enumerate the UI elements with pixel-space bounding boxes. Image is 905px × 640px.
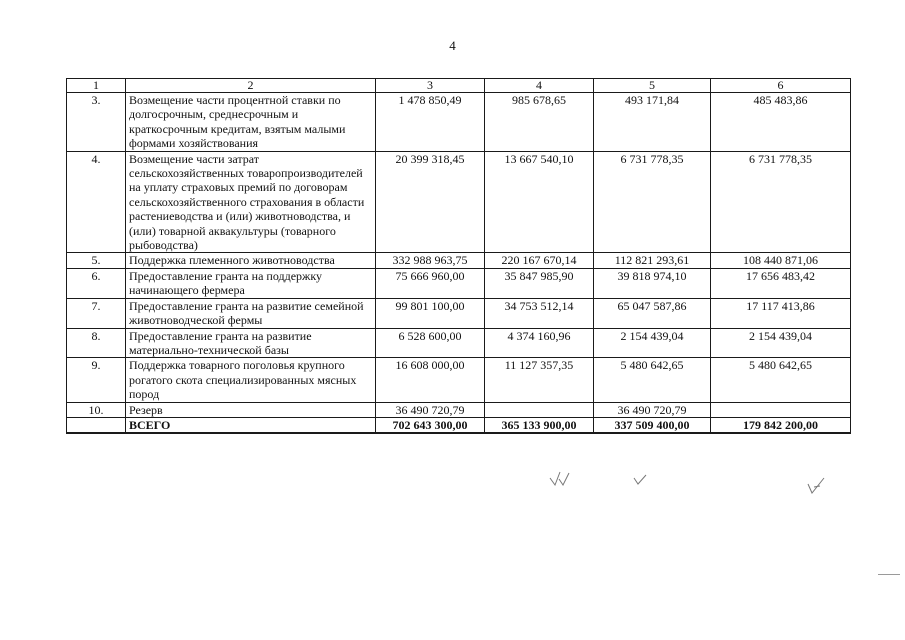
row-name: Возмещение части процентной ставки по долгосрочным, среднесрочным и краткосрочным кредитам, взятым малыми формами хозяйствования bbox=[126, 93, 376, 152]
value-col5: 2 154 439,04 bbox=[594, 328, 711, 358]
margin-dash bbox=[878, 574, 900, 575]
table-header-row bbox=[67, 79, 851, 93]
total-col4: 365 133 900,00 bbox=[485, 417, 594, 433]
page-number: 4 bbox=[449, 38, 456, 53]
column-header: 1 bbox=[67, 79, 126, 93]
value-col3: 20 399 318,45 bbox=[376, 151, 485, 253]
total-col6: 179 842 200,00 bbox=[711, 417, 851, 433]
value-col6: 17 117 413,86 bbox=[711, 298, 851, 328]
value-col5: 39 818 974,10 bbox=[594, 268, 711, 298]
budget-table bbox=[66, 78, 851, 434]
signature-mark bbox=[632, 472, 650, 486]
column-header: 2 bbox=[126, 79, 376, 93]
signature-mark bbox=[805, 476, 827, 496]
value-col6: 485 483,86 bbox=[711, 93, 851, 152]
value-col6 bbox=[711, 402, 851, 417]
total-row bbox=[67, 417, 851, 433]
value-col6: 6 731 778,35 bbox=[711, 151, 851, 253]
table-row bbox=[67, 402, 851, 417]
value-col5: 36 490 720,79 bbox=[594, 402, 711, 417]
table-row bbox=[67, 268, 851, 298]
row-number: 5. bbox=[67, 253, 126, 268]
value-col3: 1 478 850,49 bbox=[376, 93, 485, 152]
row-name: Поддержка товарного поголовья крупного рогатого скота специализированных мясных пород bbox=[126, 358, 376, 402]
value-col6: 2 154 439,04 bbox=[711, 328, 851, 358]
table-row bbox=[67, 328, 851, 358]
value-col4: 35 847 985,90 bbox=[485, 268, 594, 298]
table-row bbox=[67, 93, 851, 152]
value-col3: 99 801 100,00 bbox=[376, 298, 485, 328]
row-name: Предоставление гранта на развитие материально-технической базы bbox=[126, 328, 376, 358]
total-label: ВСЕГО bbox=[126, 417, 376, 433]
row-name: Возмещение части затрат сельскохозяйственных товаропроизводителей на уплату страховых премий по договорам сельскохозяйственного страхования в области растениеводства и (или) животноводства, и (или) товарной аквакультуры (товарного рыбоводства) bbox=[126, 151, 376, 253]
value-col4: 34 753 512,14 bbox=[485, 298, 594, 328]
table-row bbox=[67, 298, 851, 328]
value-col4 bbox=[485, 402, 594, 417]
row-name: Резерв bbox=[126, 402, 376, 417]
value-col4: 985 678,65 bbox=[485, 93, 594, 152]
table-row bbox=[67, 358, 851, 402]
column-header: 6 bbox=[711, 79, 851, 93]
value-col5: 6 731 778,35 bbox=[594, 151, 711, 253]
column-header: 5 bbox=[594, 79, 711, 93]
row-name: Предоставление гранта на поддержку начинающего фермера bbox=[126, 268, 376, 298]
total-col3: 702 643 300,00 bbox=[376, 417, 485, 433]
value-col4: 13 667 540,10 bbox=[485, 151, 594, 253]
row-number: 8. bbox=[67, 328, 126, 358]
row-number: 9. bbox=[67, 358, 126, 402]
value-col3: 6 528 600,00 bbox=[376, 328, 485, 358]
value-col5: 493 171,84 bbox=[594, 93, 711, 152]
row-name: Поддержка племенного животноводства bbox=[126, 253, 376, 268]
value-col6: 108 440 871,06 bbox=[711, 253, 851, 268]
column-header: 3 bbox=[376, 79, 485, 93]
row-number: 4. bbox=[67, 151, 126, 253]
row-number: 6. bbox=[67, 268, 126, 298]
value-col3: 332 988 963,75 bbox=[376, 253, 485, 268]
column-header: 4 bbox=[485, 79, 594, 93]
row-number: 10. bbox=[67, 402, 126, 417]
signature-mark bbox=[548, 470, 572, 488]
row-number: 7. bbox=[67, 298, 126, 328]
total-col5: 337 509 400,00 bbox=[594, 417, 711, 433]
value-col6: 17 656 483,42 bbox=[711, 268, 851, 298]
table-row bbox=[67, 151, 851, 253]
row-number: 3. bbox=[67, 93, 126, 152]
value-col3: 16 608 000,00 bbox=[376, 358, 485, 402]
value-col6: 5 480 642,65 bbox=[711, 358, 851, 402]
value-col5: 5 480 642,65 bbox=[594, 358, 711, 402]
value-col4: 11 127 357,35 bbox=[485, 358, 594, 402]
value-col4: 4 374 160,96 bbox=[485, 328, 594, 358]
row-name: Предоставление гранта на развитие семейной животноводческой фермы bbox=[126, 298, 376, 328]
value-col3: 36 490 720,79 bbox=[376, 402, 485, 417]
row-number bbox=[67, 417, 126, 433]
value-col4: 220 167 670,14 bbox=[485, 253, 594, 268]
value-col5: 112 821 293,61 bbox=[594, 253, 711, 268]
value-col5: 65 047 587,86 bbox=[594, 298, 711, 328]
value-col3: 75 666 960,00 bbox=[376, 268, 485, 298]
table-row bbox=[67, 253, 851, 268]
